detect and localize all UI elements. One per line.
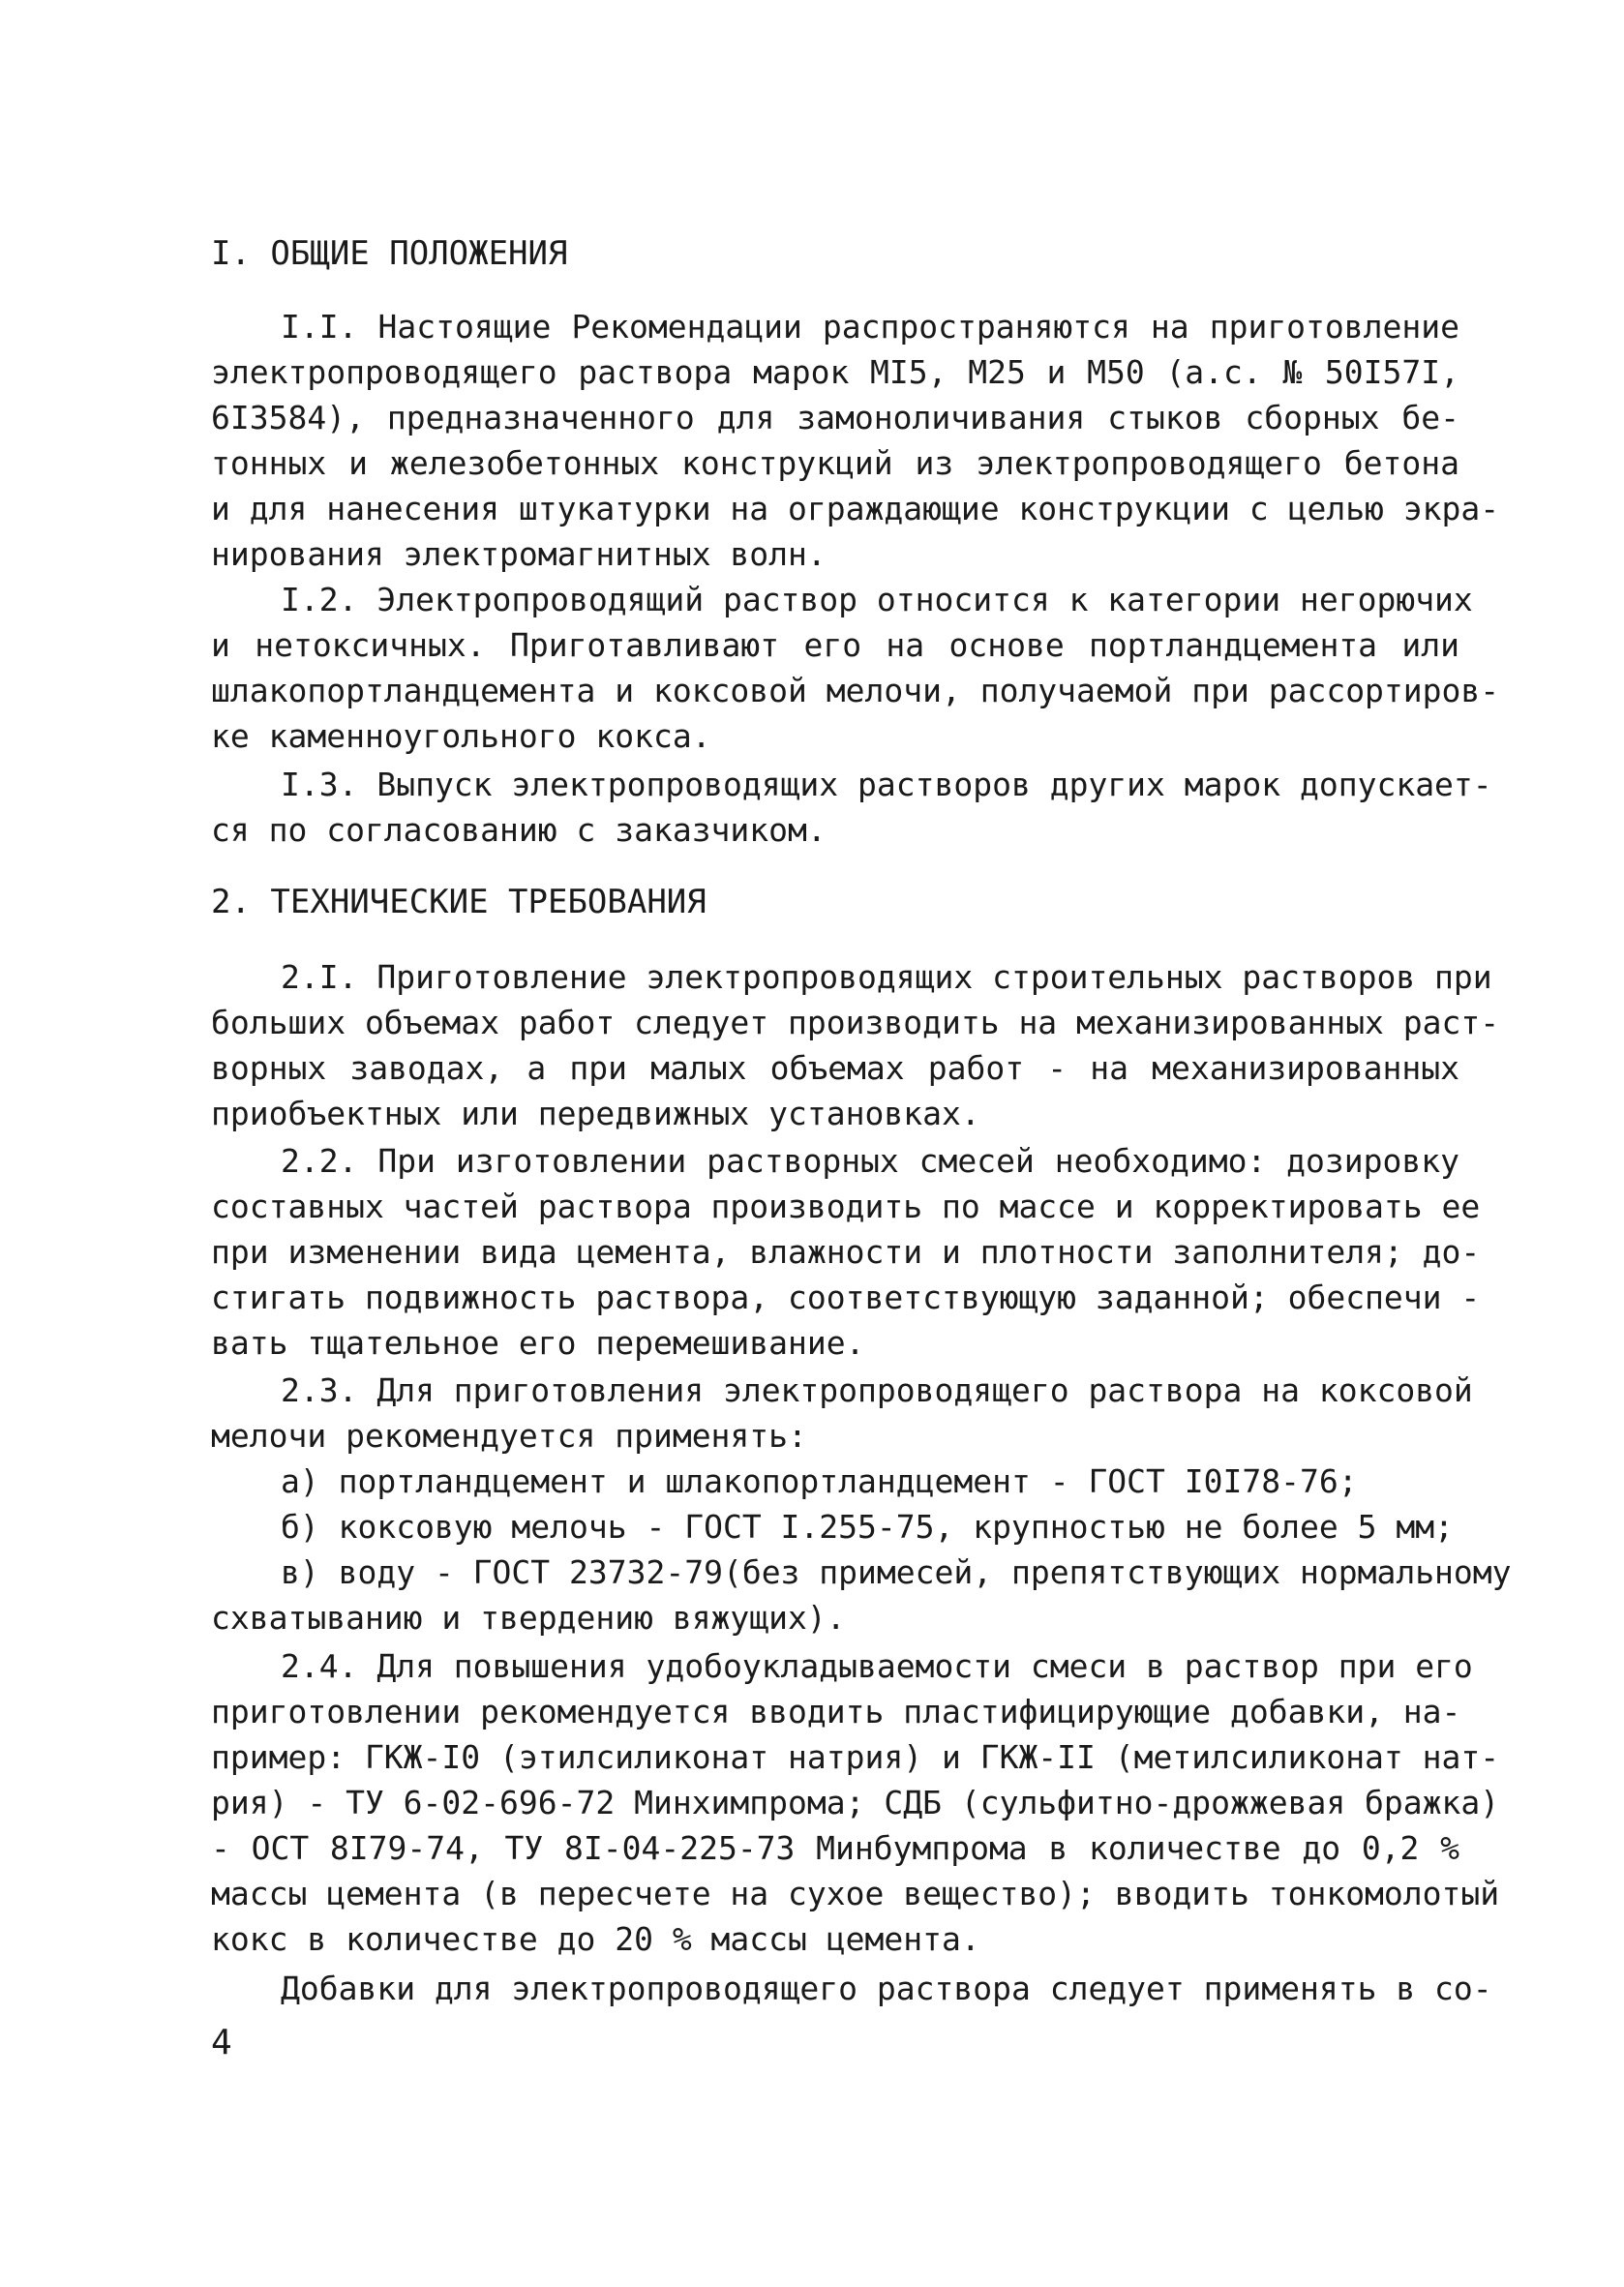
page-number: 4	[211, 2023, 232, 2062]
paragraph-line: схватыванию и твердению вяжущих).	[211, 1599, 846, 1637]
paragraph-line: шлакопортландцемента и коксовой мелочи, получаемой при рассортиров-	[211, 672, 1500, 709]
paragraph-line: 2.4. Для повышения удобоукладываемости смеси в раствор при его	[281, 1647, 1473, 1685]
paragraph-line: приготовлении рекомендуется вводить пластифицирующие добавки, на-	[211, 1693, 1461, 1730]
paragraph-line: при изменении вида цемента, влажности и плотности заполнителя; до-	[211, 1233, 1481, 1271]
paragraph-line: нирования электромагнитных волн.	[211, 535, 827, 573]
paragraph-line: больших объемах работ следует производить на механизированных раст-	[211, 1004, 1500, 1041]
paragraph-line: и нетоксичных. Приготавливают его на основе портландцемента или	[211, 626, 1459, 664]
paragraph-line: I.3. Выпуск электропроводящих растворов других марок допускает-	[281, 766, 1492, 803]
paragraph-line: ворных заводах, а при малых объемах работ - на механизированных	[211, 1049, 1459, 1087]
paragraph-line: Добавки для электропроводящего раствора следует применять в со-	[281, 1970, 1492, 2007]
paragraph-line: мелочи рекомендуется применять:	[211, 1417, 807, 1455]
paragraph-line: рия) - ТУ 6-02-696-72 Минхимпрома; СДБ (сульфитно-дрожжевая бражка)	[211, 1784, 1500, 1821]
paragraph-line: пример: ГКЖ-I0 (этилсиликонат натрия) и ГКЖ-II (метилсиликонат нат-	[211, 1738, 1500, 1776]
paragraph-line: ке каменноугольного кокса.	[211, 717, 711, 755]
section-heading-2: 2. ТЕХНИЧЕСКИЕ ТРЕБОВАНИЯ	[211, 883, 707, 921]
paragraph-line: ся по согласованию с заказчиком.	[211, 811, 827, 849]
paragraph-line: I.2. Электропроводящий раствор относится к категории негорючих	[281, 581, 1473, 618]
list-item: б) коксовую мелочь - ГОСТ I.255-75, крупностью не более 5 мм;	[281, 1508, 1454, 1546]
paragraph-line: вать тщательное его перемешивание.	[211, 1324, 865, 1362]
paragraph-line: 2.2. При изготовлении растворных смесей необходимо: дозировку	[281, 1142, 1459, 1180]
paragraph-line: электропроводящего раствора марок MI5, M25 и M50 (а.с. № 50I57I,	[211, 353, 1459, 391]
paragraph-line: стигать подвижность раствора, соответствующую заданной; обеспечи -	[211, 1279, 1481, 1316]
paragraph-line: тонных и железобетонных конструкций из электропроводящего бетона	[211, 444, 1459, 482]
paragraph-line: приобъектных или передвижных установках.	[211, 1095, 980, 1132]
paragraph-line: массы цемента (в пересчете на сухое вещество); вводить тонкомолотый	[211, 1875, 1500, 1912]
paragraph-line: кокс в количестве до 20 % массы цемента.	[211, 1920, 980, 1958]
paragraph-line: составных частей раствора производить по массе и корректировать ее	[211, 1188, 1481, 1225]
list-item: а) портландцемент и шлакопортландцемент - ГОСТ I0I78-76;	[281, 1462, 1358, 1500]
list-item: в) воду - ГОСТ 23732-79(без примесей, препятствующих нормальному	[281, 1553, 1512, 1591]
paragraph-line: 2.I. Приготовление электропроводящих строительных растворов при	[281, 958, 1492, 996]
section-heading-1: I. ОБЩИЕ ПОЛОЖЕНИЯ	[211, 234, 568, 273]
paragraph-line: I.I. Настоящие Рекомендации распространяются на приготовление	[281, 308, 1459, 346]
paragraph-line: и для нанесения штукатурки на ограждающие конструкции с целью экра-	[211, 490, 1500, 527]
paragraph-line: - ОСТ 8I79-74, ТУ 8I-04-225-73 Минбумпрома в количестве до 0,2 %	[211, 1829, 1459, 1867]
paragraph-line: 2.3. Для приготовления электропроводящего раствора на коксовой	[281, 1371, 1473, 1409]
paragraph-line: 6I3584), предназначенного для замоноличивания стыков сборных бе-	[211, 399, 1459, 436]
